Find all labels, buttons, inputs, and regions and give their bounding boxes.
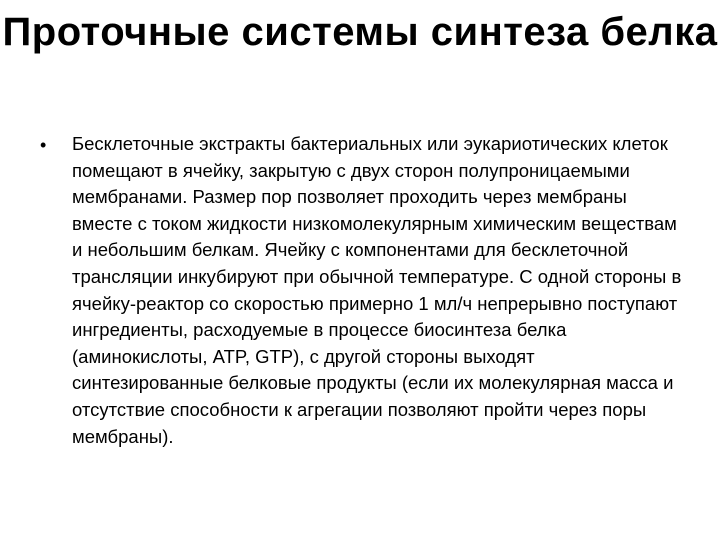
slide-title: Проточные системы синтеза белка	[2, 10, 718, 54]
bullet-text: Бесклеточные экстракты бактериальных или эукариотических клеток помещают в ячейку, закрытую с двух сторон полупроницаемыми мембранами. Размер пор позволяет проходить через мембраны вместе с током жидкости низкомолекулярным химическим веществам и небольшим белкам. Ячейку с компонентами для бесклеточной трансляции инкубируют при обычной температуре. С одной стороны в ячейку-реактор со скоростью примерно 1 мл/ч непрерывно поступают ингредиенты, расходуемые в процессе биосинтеза белка (аминокислоты, ATP, GTP), с другой стороны выходят синтезированные белковые продукты (если их молекулярная масса и отсутствие способности к агрегации позволяют пройти через поры мембраны).	[72, 133, 682, 447]
bullet-marker: •	[40, 135, 47, 155]
bullet-item	[40, 131, 690, 450]
